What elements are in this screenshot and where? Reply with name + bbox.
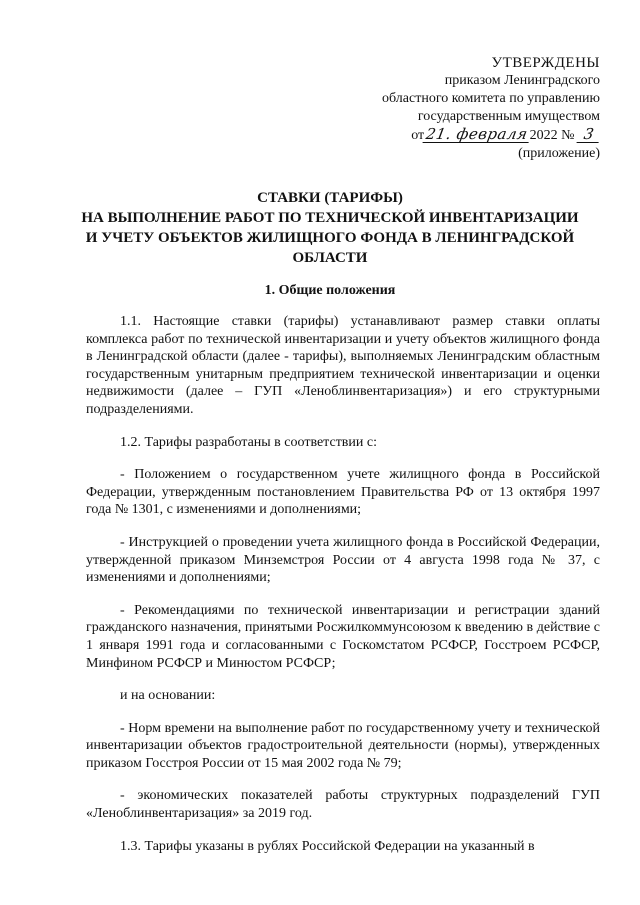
- paragraph: 1.2. Тарифы разработаны в соответствии с:: [120, 434, 378, 450]
- handwritten-date: 21. февраля: [424, 125, 530, 143]
- approval-line-1: приказом Ленинградского: [444, 73, 600, 88]
- document-body: [86, 313, 600, 855]
- approval-title: УТВЕРЖДЕНЫ: [491, 55, 600, 71]
- approval-line-2: областного комитета по управлению: [382, 91, 600, 106]
- date-year: 2022 №: [529, 128, 575, 143]
- title-line-4: ОБЛАСТИ: [292, 250, 368, 266]
- approval-block: [320, 54, 600, 163]
- title-line-3: И УЧЕТУ ОБЪЕКТОВ ЖИЛИЩНОГО ФОНДА В ЛЕНИНГРАДСКОЙ: [85, 230, 575, 246]
- approval-date-line: [320, 126, 600, 145]
- paragraph: - Инструкцией о проведении учета жилищного фонда в Российской Федерации, утвержденной приказом Минземстроя России от 4 августа 1998 года № 37, с изменениями и дополнениями;: [86, 534, 600, 586]
- paragraph: - экономических показателей работы структурных подразделений ГУП «Леноблинвентаризация» за 2019 год.: [86, 788, 600, 822]
- section-heading: 1. Общие положения: [264, 283, 396, 298]
- document-title: [60, 188, 600, 268]
- paragraph: 1.3. Тарифы указаны в рублях Российской Федерации на указанный в: [120, 838, 535, 854]
- paragraph: и на основании:: [120, 688, 216, 704]
- date-prefix: от: [411, 128, 425, 143]
- paragraph: - Положением о государственном учете жилищного фонда в Российской Федерации, утвержденным постановлением Правительства РФ от 13 октября 1997 года № 1301, с изменениями и дополнениями;: [86, 467, 600, 518]
- paragraph: - Норм времени на выполнение работ по государственному учету и технической инвентаризации объектов градостроительной деятельности (нормы), утвержденных приказом Госстроя России от 15 мая 2002 года № 79;: [86, 720, 600, 771]
- approval-appendix: (приложение): [518, 146, 600, 161]
- paragraph: - Рекомендациями по технической инвентаризации и регистрации зданий гражданского назначения, принятыми Росжилкоммунсоюзом к введению в действие с 1 января 1991 года и согласованными с Госкомстатом РСФСР, Госстроем РСФСР, Минфином РСФСР и Минюстом РСФСР;: [86, 602, 600, 671]
- handwritten-number: 3: [577, 126, 602, 143]
- paragraph: 1.1. Настоящие ставки (тарифы) устанавливают размер ставки оплаты комплекса работ по технической инвентаризации и учету объектов жилищного фонда в Ленинградской области (далее - тарифы), выполняемых Ленинградским областным государственным унитарным предприятием технической инвентаризации и оценки недвижимости (далее – ГУП «Леноблинвентаризация») и его структурными подразделениями.: [86, 314, 600, 417]
- title-line-2: НА ВЫПОЛНЕНИЕ РАБОТ ПО ТЕХНИЧЕСКОЙ ИНВЕНТАРИЗАЦИИ: [81, 210, 579, 226]
- title-line-1: СТАВКИ (ТАРИФЫ): [257, 190, 403, 206]
- approval-line-3: государственным имуществом: [417, 109, 600, 124]
